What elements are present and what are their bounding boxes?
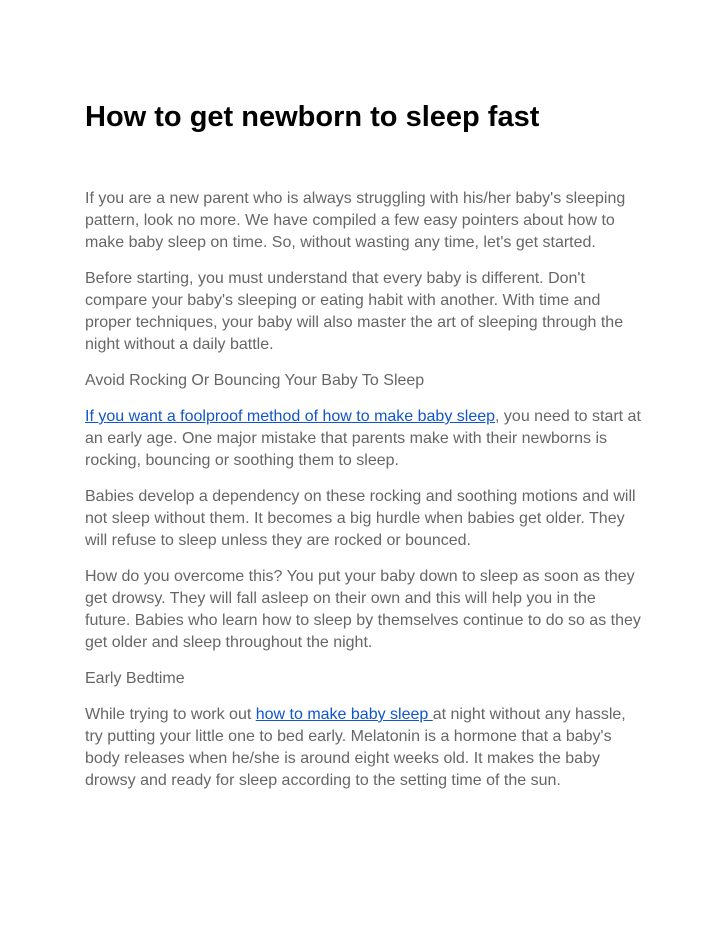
intro-paragraph: If you are a new parent who is always struggling with his/her baby's sleeping pattern, look no more. We have compiled a few easy pointers about how to make baby sleep on time. So, without wasting any time, let's get started. [85, 190, 626, 251]
document-body [85, 188, 645, 806]
foolproof-method-paragraph [85, 406, 645, 472]
dependency-paragraph: Babies develop a dependency on these rocking and soothing motions and will not sleep without them. It becomes a big hurdle when babies get older. They will refuse to sleep unless they are rocked or bounced. [85, 488, 636, 549]
foolproof-method-link[interactable]: If you want a foolproof method of how to make baby sleep [85, 408, 496, 425]
before-starting-paragraph: Before starting, you must understand that every baby is different. Don't compare your baby's sleeping or eating habit with another. With time and proper techniques, your baby will also master the art of sleeping through the night without a daily battle. [85, 270, 624, 353]
early-bedtime-intro-text: While trying to work out [85, 706, 256, 723]
make-baby-sleep-link[interactable]: how to make baby sleep [255, 706, 433, 723]
page-title: How to get newborn to sleep fast [85, 101, 540, 133]
early-bedtime-text: at night without any hassle, try putting your little one to bed early. Melatonin is a hormone that a baby's body releases when he/she is around eight weeks old. It makes the baby drowsy and ready for sleep according to the setting time of the sun. [85, 706, 626, 789]
section-heading-early-bedtime: Early Bedtime [85, 670, 185, 687]
overcome-paragraph: How do you overcome this? You put your baby down to sleep as soon as they get drowsy. They will fall asleep on their own and this will help you in the future. Babies who learn how to sleep by themselves continue to do so as they get older and sleep throughout the night. [85, 568, 641, 651]
foolproof-method-text: , you need to start at an early age. One major mistake that parents make with their newborns is rocking, bouncing or soothing them to sleep. [85, 408, 641, 469]
section-heading-avoid-rocking: Avoid Rocking Or Bouncing Your Baby To Sleep [85, 372, 425, 389]
early-bedtime-paragraph [85, 704, 645, 792]
